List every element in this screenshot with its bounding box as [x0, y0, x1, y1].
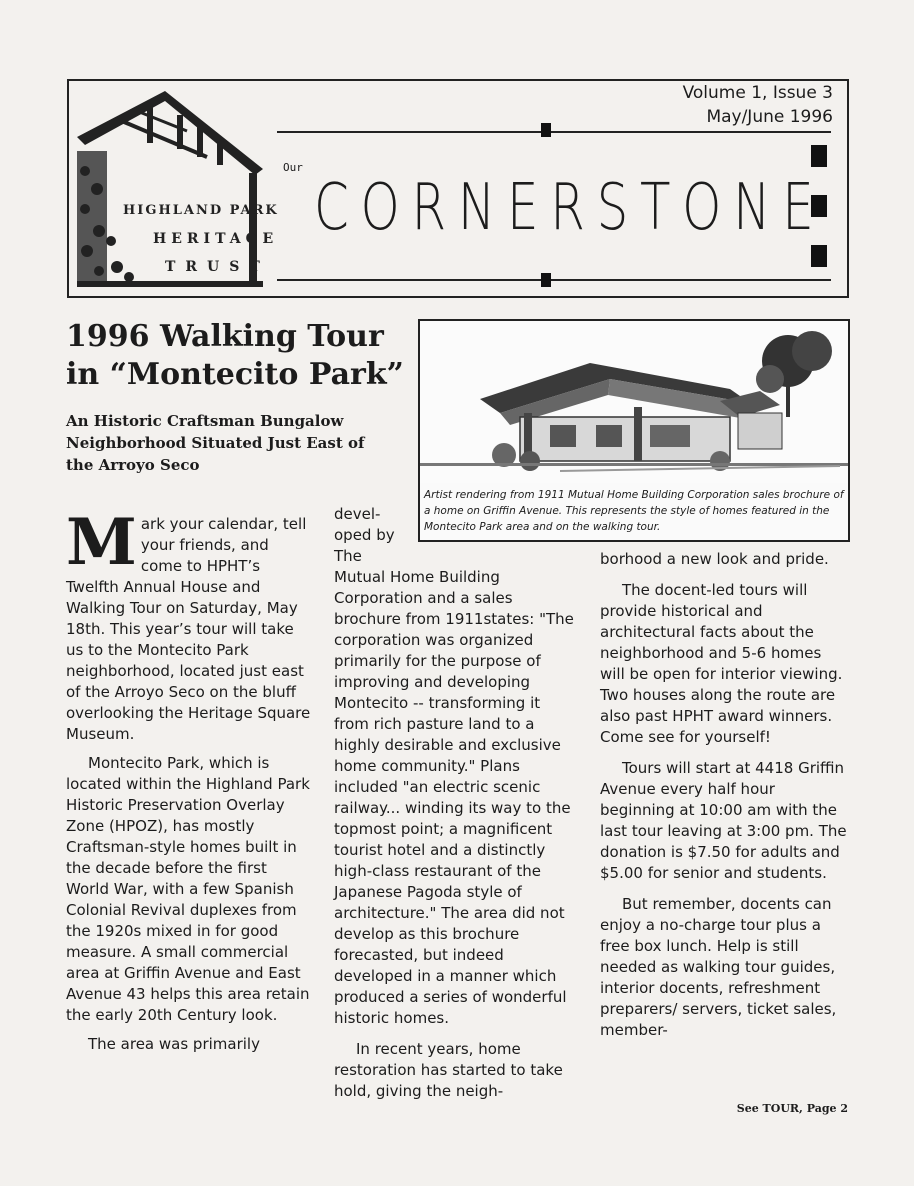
logo-line-highland-park: HIGHLAND PARK — [123, 203, 279, 218]
top-rule — [277, 131, 831, 133]
hpht-logo — [77, 91, 263, 287]
newsletter-title: CORNERSTONE — [314, 171, 826, 245]
drop-cap: M — [66, 505, 137, 580]
bottom-rule — [277, 279, 831, 281]
article-subhead: An Historic Craftsman Bungalow Neighborhood Situated Just East of the Arroyo Seco — [66, 412, 365, 474]
volume-label: Volume 1, Issue 3 — [682, 83, 833, 103]
bottom-rule-marker — [541, 273, 551, 287]
column-3 — [600, 549, 850, 1041]
issue-date: May/June 1996 — [706, 107, 833, 127]
col3-paragraph-4: But remember, docents can enjoy a no-charge tour plus a free box lunch. Help is still needed as walking tour guides, interior docents, refreshment preparers/ servers, ticket sales, member- — [600, 895, 837, 1039]
title-prefix: Our — [283, 161, 303, 174]
logo-line-heritage: HERITAGE — [153, 231, 279, 247]
column-1 — [66, 505, 314, 1055]
col3-paragraph-2: The docent-led tours will provide historical and architectural facts about the neighborhood and 5-6 homes will be open for interior viewing. Two houses along the route are also past HPHT award winners. Come see for yourself! — [600, 581, 843, 746]
col3-paragraph-3: Tours will start at 4418 Griffin Avenue every half hour beginning at 10:00 am with the last tour leaving at 3:00 pm. The donation is $7.50 for adults and $5.00 for senior and students. — [600, 759, 847, 882]
logo-line-trust: TRUST — [165, 259, 270, 275]
headline-line-2: in “Montecito Park” — [66, 357, 404, 392]
side-square-1 — [811, 145, 827, 167]
col1-paragraph-3: The area was primarily — [88, 1035, 260, 1053]
article-headline — [66, 318, 416, 394]
col3-paragraph-1: borhood a new look and pride. — [600, 550, 829, 568]
col2-paragraph-1: Mutual Home Building Corporation and a sales brochure from 1911states: "The corporation was organized primarily for the purpose of improving and developing Montecito -- transforming it from rich pasture land to a highly desirable and exclusive home community." Plans included "an electric scenic railway... winding its way to the topmost point; a magnificent tourist hotel and a distinctly high-class restaurant of the Japanese Pagoda style of architecture." The area did not develop as this brochure forecasted, but indeed developed in a manner which produced a series of wonderful historic homes. — [334, 568, 574, 1027]
col2-paragraph-2: In recent years, home restoration has started to take hold, giving the neigh- — [334, 1040, 563, 1100]
column-2 — [334, 504, 574, 1102]
col1-paragraph-2: Montecito Park, which is located within the Highland Park Historic Preservation Overlay Zone (HPOZ), has mostly Craftsman-style homes built in the decade before the first World War, with a few Spanish Colonial Revival duplexes from the 1920s mixed in for good measure. A small commercial area at Griffin Avenue and East Avenue 43 helps this area retain the early 20th Century look. — [66, 754, 310, 1024]
col2-lead-in: devel- oped by The — [334, 505, 395, 565]
col1-paragraph-1-text: ark your calendar, tell your friends, and come to HPHT’s Twelfth Annual House and Walking Tour on Saturday, May 18th. This year’s tour will take us to the Montecito Park neighborhood, located just east of the Arroyo Seco on the bluff overlooking the Heritage Square Museum. — [66, 515, 311, 743]
top-rule-marker — [541, 123, 551, 137]
headline-line-1: 1996 Walking Tour — [66, 319, 384, 354]
figure-caption: Artist rendering from 1911 Mutual Home Building Corporation sales brochure of a home on Griffin Avenue. This represents the style of homes featured in the Montecito Park area and on the walking tour. — [424, 489, 844, 533]
issue-info — [683, 81, 833, 129]
continued-link[interactable]: See TOUR, Page 2 — [736, 1102, 848, 1115]
side-square-3 — [811, 245, 827, 267]
bungalow-illustration — [420, 321, 848, 483]
masthead — [67, 79, 849, 298]
col1-paragraph-1 — [66, 505, 314, 745]
